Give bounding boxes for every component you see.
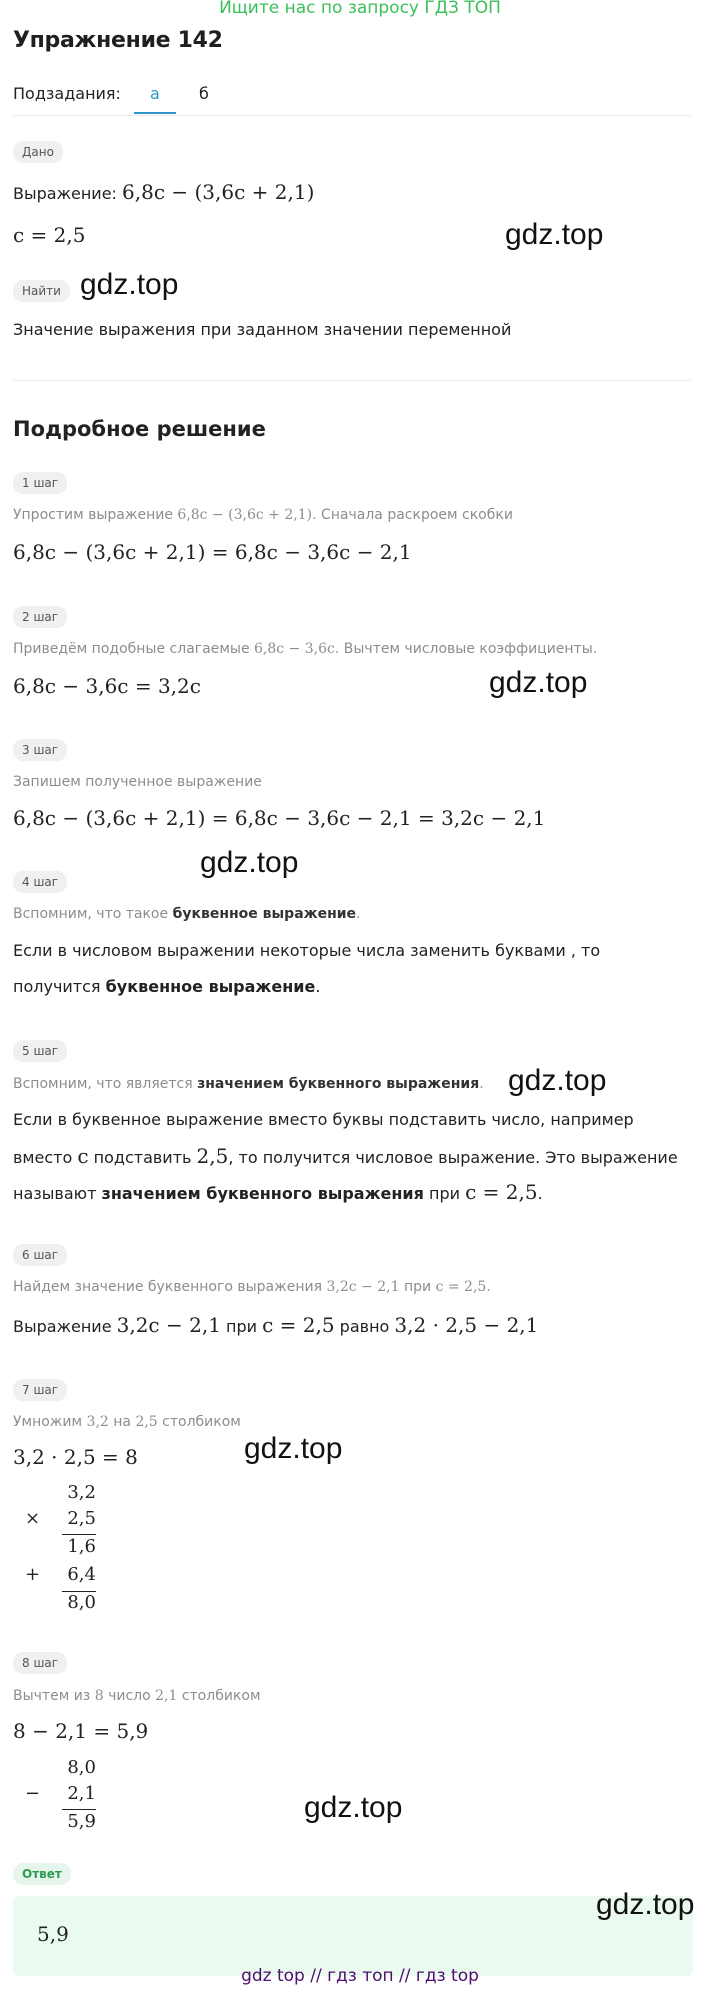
- step-8-hint-a: Вычтем из: [13, 1688, 95, 1704]
- step-7-hint-a: Умножим: [13, 1414, 87, 1430]
- find-label-wrap: [13, 280, 70, 302]
- step-6-line-m1: 3,2c − 2,1: [116, 1313, 221, 1337]
- find-badge: Найти: [13, 280, 70, 302]
- step-7-result: 3,2 · 2,5 = 8: [13, 1445, 138, 1469]
- step-7-hint-b: на: [108, 1414, 136, 1430]
- mult-operator: ×: [25, 1508, 41, 1529]
- step-4-hint-a: Вспомним, что такое: [13, 906, 173, 922]
- step-6-hint-c: .: [486, 1279, 491, 1295]
- mult-line-1: [62, 1534, 96, 1535]
- sub-operator: −: [25, 1783, 41, 1804]
- step-5-line-2-a: вместо: [13, 1148, 78, 1167]
- step-8-badge: 8 шаг: [13, 1652, 67, 1674]
- answer-value: 5,9: [37, 1922, 69, 1946]
- step-2-badge-wrap: [13, 606, 67, 628]
- step-6-hint-a: Найдем значение буквенного выражения: [13, 1279, 327, 1295]
- step-8-hint: [13, 1687, 261, 1705]
- mult-row-3: 1,6: [67, 1536, 96, 1557]
- step-7-hint-m1: 3,2: [86, 1414, 109, 1430]
- step-4-hint: [13, 905, 361, 923]
- given-expr: 6,8c − (3,6c + 2,1): [122, 180, 315, 204]
- watermark-1: gdz.top: [505, 218, 604, 251]
- step-5-line-2-m1: c: [77, 1144, 89, 1168]
- subtasks-label: Подзадания:: [13, 84, 121, 103]
- step-2-hint: [13, 640, 597, 658]
- step-6-line: [13, 1315, 538, 1337]
- given-expression: [13, 180, 314, 204]
- tab-b[interactable]: б: [199, 84, 209, 103]
- step-6-line-b: при: [220, 1317, 263, 1336]
- step-6-line-a: Выражение: [13, 1317, 117, 1336]
- step-4-line-2: [13, 977, 320, 997]
- watermark-7: gdz.top: [304, 1791, 403, 1824]
- answer-badge: Ответ: [13, 1863, 71, 1885]
- step-2-hint-math: 6,8c − 3,6c: [254, 641, 335, 657]
- step-6-hint-b: при: [399, 1279, 436, 1295]
- step-1-badge-wrap: [13, 472, 67, 494]
- step-5-line-2: [13, 1146, 678, 1168]
- step-4-badge: 4 шаг: [13, 871, 67, 893]
- step-3-hint: Запишем полученное выражение: [13, 774, 262, 790]
- step-5-line-2-b: подставить: [88, 1148, 197, 1167]
- watermark-2: gdz.top: [80, 268, 179, 301]
- step-1-result: 6,8c − (3,6c + 2,1) = 6,8c − 3,6c − 2,1: [13, 540, 412, 564]
- step-8-result: 8 − 2,1 = 5,9: [13, 1719, 149, 1743]
- step-5-badge-wrap: [13, 1040, 67, 1062]
- step-5-hint-bold: значением буквенного выражения: [197, 1076, 480, 1092]
- add-operator: +: [25, 1564, 41, 1585]
- step-5-hint: [13, 1075, 484, 1093]
- watermark-5: gdz.top: [508, 1064, 607, 1097]
- answer-box: [13, 1896, 693, 1976]
- step-3-badge-wrap: [13, 739, 67, 761]
- step-8-badge-wrap: [13, 1652, 67, 1674]
- step-8-hint-m2: 2,1: [155, 1688, 178, 1704]
- step-1-hint-math: 6,8c − (3,6c + 2,1): [177, 507, 313, 523]
- search-banner: Ищите нас по запросу ГДЗ ТОП: [219, 0, 501, 18]
- step-6-hint: [13, 1278, 491, 1296]
- step-5-hint-a: Вспомним, что является: [13, 1076, 198, 1092]
- step-6-line-c: равно: [334, 1317, 395, 1336]
- tab-a[interactable]: а: [150, 84, 160, 103]
- step-4-line-1-a: Если в числовом выражении некоторые числа заменить буквами: [13, 941, 566, 960]
- step-8-hint-c: столбиком: [177, 1688, 261, 1704]
- step-4-hint-b: .: [356, 906, 361, 922]
- step-3-result: 6,8c − (3,6c + 2,1) = 6,8c − 3,6c − 2,1 = 3,2c − 2,1: [13, 806, 546, 830]
- sub-row-2: 2,1: [67, 1783, 96, 1804]
- step-6-badge-wrap: [13, 1244, 67, 1266]
- step-5-line-1: Если в буквенное выражение вместо буквы подставить число, например: [13, 1110, 634, 1129]
- watermark-6: gdz.top: [244, 1432, 343, 1465]
- mult-row-1: 3,2: [67, 1482, 96, 1503]
- step-7-badge-wrap: [13, 1379, 67, 1401]
- step-7-hint-m2: 2,5: [135, 1414, 158, 1430]
- step-1-hint-b: . Сначала раскроем скобки: [312, 507, 513, 523]
- step-6-line-m3: 3,2 · 2,5 − 2,1: [394, 1313, 539, 1337]
- given-badge: Дано: [13, 141, 63, 163]
- step-6-hint-m1: 3,2c − 2,1: [326, 1279, 400, 1295]
- sub-row-3: 5,9: [67, 1811, 96, 1832]
- step-4-line-1-b: , то: [565, 941, 601, 960]
- mult-row-2: 2,5: [67, 1508, 96, 1529]
- given-label-wrap: [13, 141, 63, 163]
- step-5-line-3-bold: значением буквенного выражения: [101, 1184, 424, 1203]
- tabs-divider: [13, 115, 691, 116]
- step-5-line-3: [13, 1182, 543, 1204]
- step-5-line-3-c: .: [537, 1184, 543, 1203]
- footer-links[interactable]: gdz top // гдз топ // гдз top: [241, 1966, 479, 1986]
- step-6-line-m2: c = 2,5: [262, 1313, 335, 1337]
- mult-row-4: 6,4: [67, 1564, 96, 1585]
- sub-row-1: 8,0: [67, 1757, 96, 1778]
- step-2-badge: 2 шаг: [13, 606, 67, 628]
- mult-row-5: 8,0: [67, 1592, 96, 1613]
- step-8-hint-m1: 8: [94, 1688, 104, 1704]
- step-3-badge: 3 шаг: [13, 739, 67, 761]
- step-4-badge-wrap: [13, 871, 67, 893]
- step-2-result: 6,8c − 3,6c = 3,2c: [13, 674, 201, 698]
- step-5-line-3-b: при: [423, 1184, 466, 1203]
- find-text: Значение выражения при заданном значении переменной: [13, 320, 512, 339]
- section-divider: [13, 380, 691, 381]
- step-5-badge: 5 шаг: [13, 1040, 67, 1062]
- watermark-4: gdz.top: [200, 846, 299, 879]
- step-4-line-2-b: .: [315, 977, 321, 996]
- solution-title: Подробное решение: [13, 417, 266, 441]
- step-1-badge: 1 шаг: [13, 472, 67, 494]
- answer-badge-wrap: [13, 1863, 71, 1885]
- given-expr-prefix: Выражение:: [13, 184, 117, 203]
- step-1-hint-a: Упростим выражение: [13, 507, 178, 523]
- step-5-line-2-c: , то получится числовое выражение. Это выражение: [228, 1148, 678, 1167]
- step-4-line-1: [13, 941, 600, 961]
- step-5-line-3-a: называют: [13, 1184, 102, 1203]
- watermark-8: gdz.top: [596, 1888, 695, 1921]
- step-2-hint-a: Приведём подобные слагаемые: [13, 641, 255, 657]
- step-1-hint: [13, 506, 513, 524]
- step-7-badge: 7 шаг: [13, 1379, 67, 1401]
- step-2-hint-b: . Вычтем числовые коэффициенты.: [334, 641, 598, 657]
- step-6-hint-m2: c = 2,5: [435, 1279, 487, 1295]
- sub-line: [62, 1809, 96, 1810]
- step-4-line-2-a: получится: [13, 977, 106, 996]
- given-c-value: c = 2,5: [13, 223, 86, 247]
- watermark-3: gdz.top: [489, 666, 588, 699]
- step-5-line-3-m: c = 2,5: [465, 1180, 538, 1204]
- page-title: Упражнение 142: [13, 28, 223, 53]
- step-6-badge: 6 шаг: [13, 1244, 67, 1266]
- step-5-hint-b: .: [479, 1076, 484, 1092]
- step-4-line-2-bold: буквенное выражение: [105, 977, 316, 996]
- step-8-hint-b: число: [103, 1688, 156, 1704]
- active-tab-indicator: [134, 112, 176, 114]
- step-7-hint: [13, 1413, 241, 1431]
- step-7-hint-c: столбиком: [157, 1414, 241, 1430]
- step-4-hint-bold: буквенное выражение: [172, 906, 357, 922]
- step-5-line-2-m2: 2,5: [196, 1144, 229, 1168]
